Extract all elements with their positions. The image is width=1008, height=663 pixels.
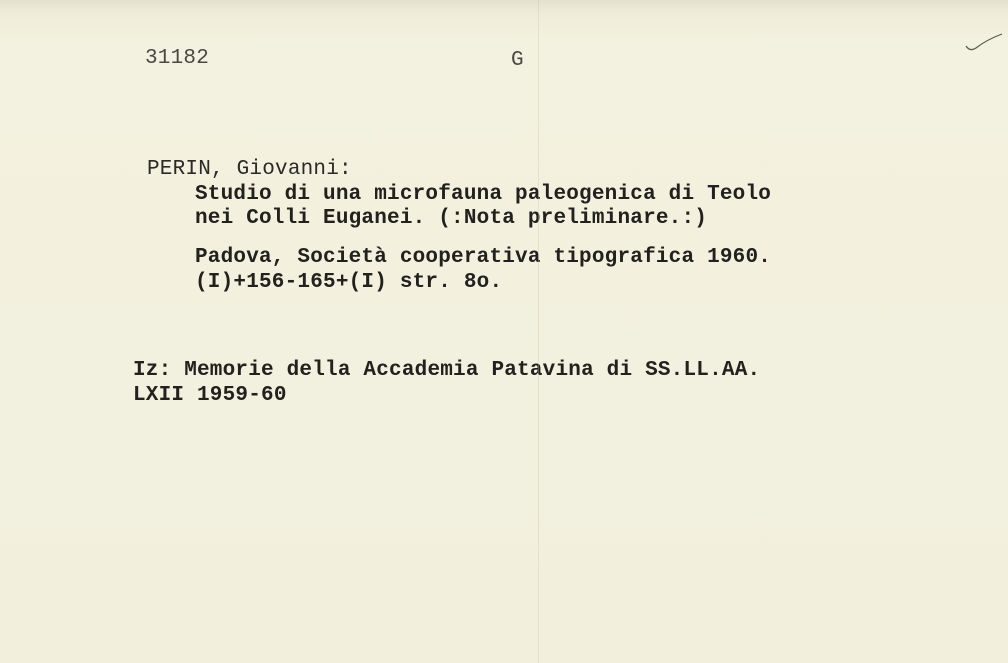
source-line-1: Iz: Memorie della Accademia Patavina di SS.LL.AA. — [133, 359, 761, 382]
imprint-line-2: (I)+156-165+(I) str. 8o. — [195, 271, 503, 294]
check-mark-icon — [964, 30, 1004, 54]
title-line-1: Studio di una microfauna paleogenica di Teolo — [195, 183, 772, 206]
source-line-2: LXII 1959-60 — [133, 384, 287, 407]
imprint-line-1: Padova, Società cooperativa tipografica 1960. — [195, 246, 772, 269]
title-line-2: nei Colli Euganei. (:Nota preliminare.:) — [195, 207, 708, 230]
card-number: 31182 — [145, 47, 210, 70]
author-heading: PERIN, Giovanni: — [147, 158, 352, 181]
section-letter: G — [511, 49, 524, 72]
